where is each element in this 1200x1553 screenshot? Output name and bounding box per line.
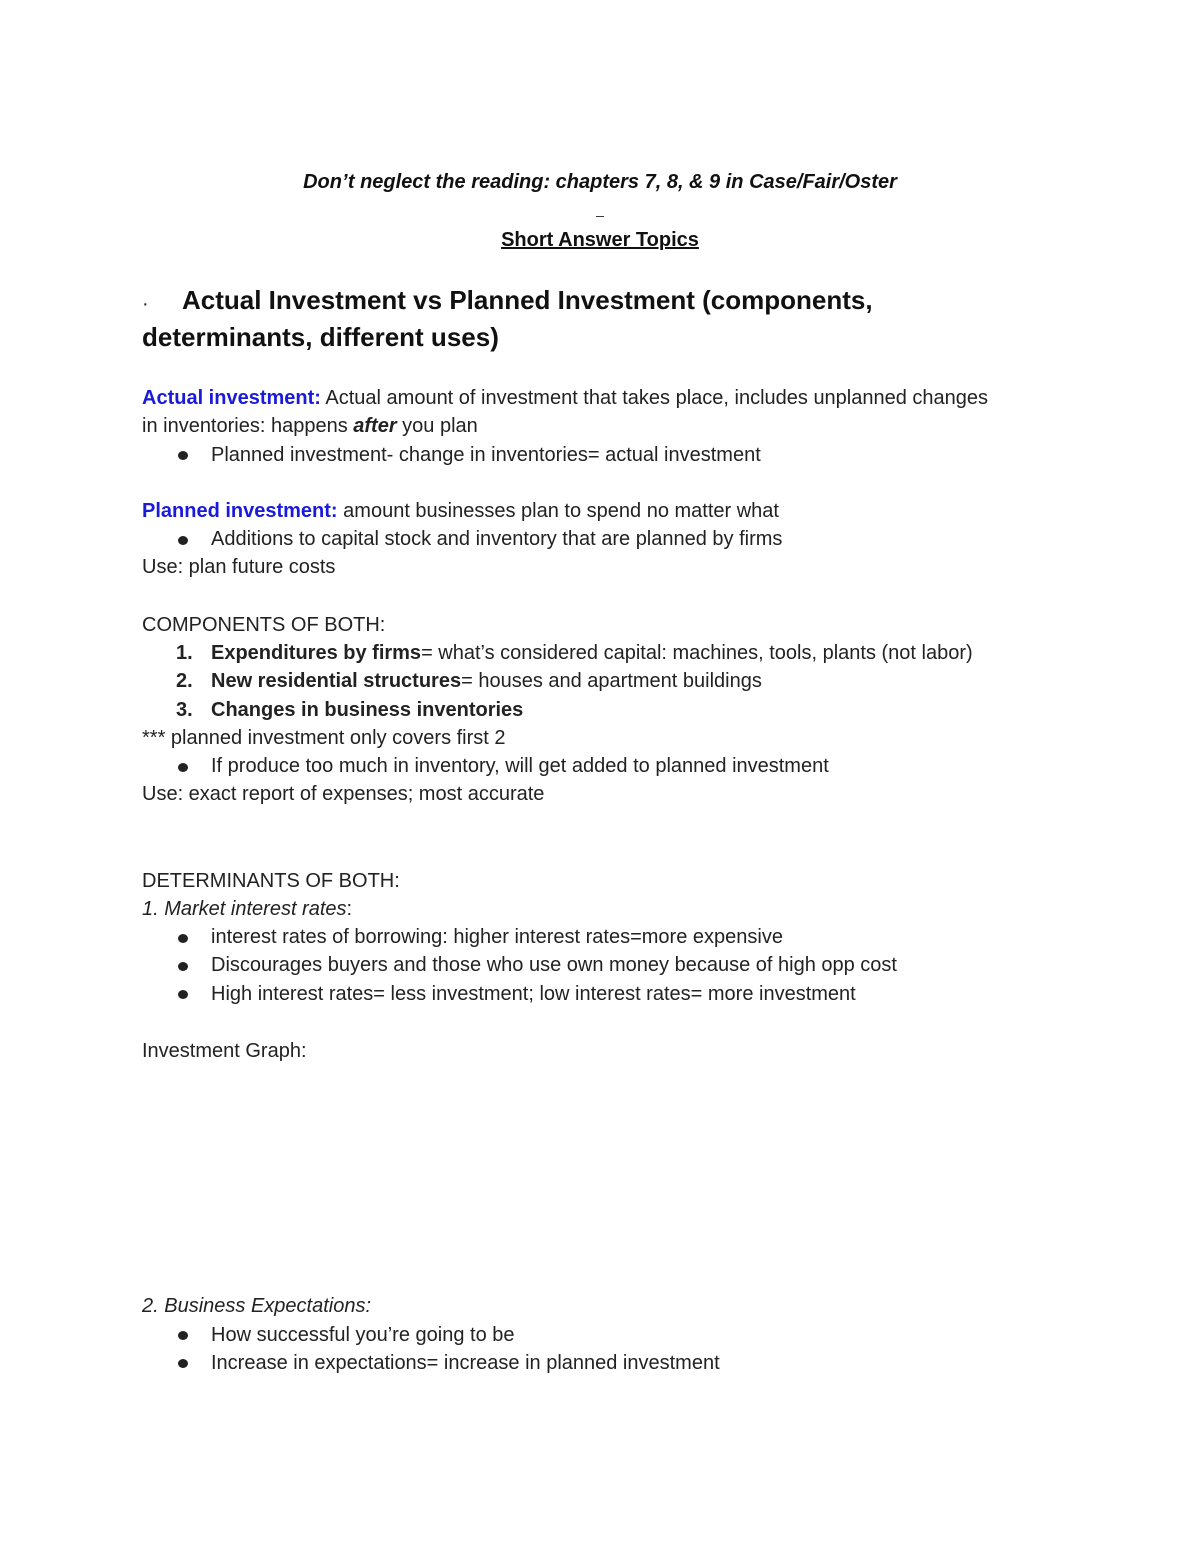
- actual-investment-text-end: you plan: [396, 415, 478, 437]
- list-item: Planned investment- change in inventories= actual investment: [211, 444, 761, 466]
- list-number: 3.: [176, 699, 193, 721]
- investment-graph-label: Investment Graph:: [142, 1040, 307, 1062]
- components-heading: COMPONENTS OF BOTH:: [142, 614, 386, 636]
- component-desc: = houses and apartment buildings: [461, 670, 762, 692]
- bullet-dot: [178, 536, 188, 545]
- component-name: New residential structures: [211, 670, 462, 692]
- list-item: High interest rates= less investment; low interest rates= more investment: [211, 983, 856, 1005]
- list-item: If produce too much in inventory, will get added to planned investment: [211, 755, 829, 777]
- reading-reminder: Don’t neglect the reading: chapters 7, 8, & 9 in Case/Fair/Oster: [303, 171, 897, 193]
- components-use: Use: exact report of expenses; most accurate: [142, 783, 545, 805]
- list-item: interest rates of borrowing: higher interest rates=more expensive: [211, 926, 783, 948]
- topic-title-line1: Actual Investment vs Planned Investment (components,: [182, 285, 873, 315]
- list-number: 2.: [176, 670, 193, 692]
- component-desc: = what’s considered capital: machines, tools, plants (not labor): [421, 642, 973, 664]
- determinant-1: [142, 895, 352, 923]
- bullet-dot: [178, 763, 188, 772]
- underscore-mark: _: [596, 201, 604, 217]
- list-item: [211, 667, 762, 695]
- actual-investment-paragraph-cont: [142, 412, 478, 440]
- planned-investment-paragraph: [142, 497, 779, 525]
- list-item: How successful you’re going to be: [211, 1324, 515, 1346]
- determinant-1-colon: :: [346, 898, 353, 920]
- components-note: *** planned investment only covers first 2: [142, 727, 506, 749]
- actual-investment-text-cont: in inventories: happens: [142, 415, 354, 437]
- list-item: [211, 639, 973, 667]
- bullet-dot: [178, 962, 188, 971]
- topic-dot: ·: [142, 293, 149, 315]
- list-number: 1.: [176, 642, 193, 664]
- component-name: Expenditures by firms: [211, 642, 422, 664]
- bullet-dot: [178, 1331, 188, 1340]
- component-name: Changes in business inventories: [211, 699, 524, 721]
- actual-investment-label: Actual investment:: [142, 387, 321, 409]
- determinants-heading: DETERMINANTS OF BOTH:: [142, 870, 400, 892]
- list-item: Discourages buyers and those who use own money because of high opp cost: [211, 954, 897, 976]
- bullet-dot: [178, 990, 188, 999]
- after-emphasis: after: [353, 415, 397, 437]
- planned-investment-text: amount businesses plan to spend no matter what: [337, 500, 779, 522]
- list-item: [211, 696, 523, 724]
- planned-investment-label: Planned investment:: [142, 500, 338, 522]
- bullet-dot: [178, 451, 188, 460]
- actual-investment-paragraph: [142, 384, 988, 412]
- planned-use: Use: plan future costs: [142, 556, 336, 578]
- determinant-2: 2. Business Expectations:: [142, 1295, 372, 1317]
- bullet-dot: [178, 1359, 188, 1368]
- bullet-dot: [178, 934, 188, 943]
- actual-investment-text: Actual amount of investment that takes place, includes unplanned changes: [320, 387, 989, 409]
- short-answer-heading: Short Answer Topics: [501, 229, 699, 251]
- list-item: Additions to capital stock and inventory that are planned by firms: [211, 528, 783, 550]
- topic-title-line2: determinants, different uses): [142, 322, 499, 352]
- list-item: Increase in expectations= increase in planned investment: [211, 1352, 720, 1374]
- determinant-1-label: 1. Market interest rates: [142, 898, 347, 920]
